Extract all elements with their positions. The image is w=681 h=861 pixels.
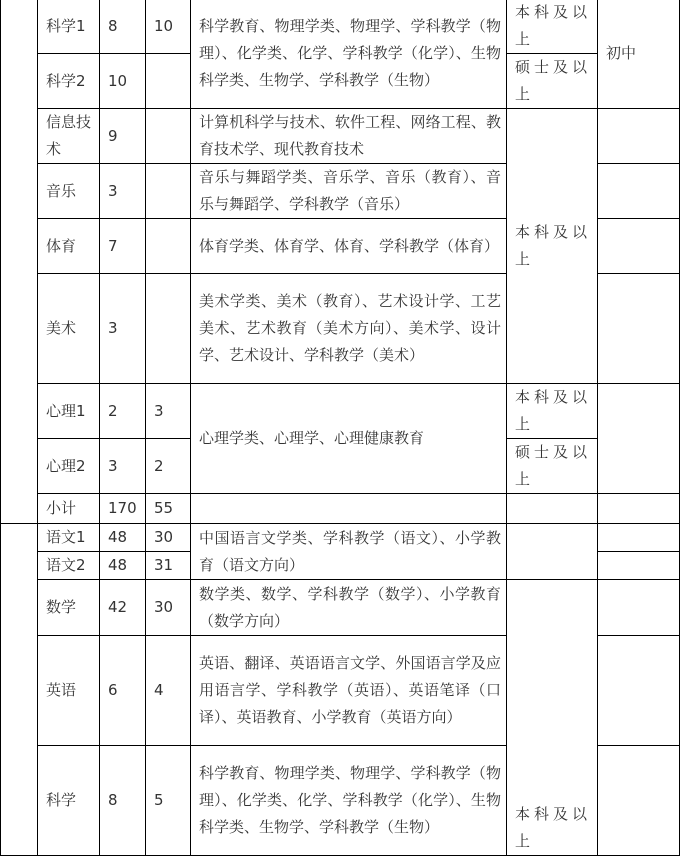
majors-cell: 科学教育、物理学类、物理学、学科教学（物理）、化学类、化学、学科教学（化学）、生物科学类、生物学、学科教学（生物） bbox=[191, 0, 507, 109]
stage-cell bbox=[598, 164, 680, 219]
table-row bbox=[1, 109, 680, 164]
subject-cell: 心理2 bbox=[38, 439, 100, 494]
majors-cell bbox=[191, 494, 507, 524]
count-b-cell bbox=[146, 274, 191, 384]
stage-cell bbox=[598, 494, 680, 524]
count-b-cell bbox=[146, 109, 191, 164]
subject-cell: 语文1 bbox=[38, 524, 100, 552]
subject-cell: 数学 bbox=[38, 580, 100, 636]
subject-cell: 语文2 bbox=[38, 552, 100, 580]
table-row bbox=[1, 524, 680, 552]
subject-cell: 体育 bbox=[38, 219, 100, 274]
degree-cell: 本科及以上 bbox=[507, 109, 598, 384]
count-a-cell: 48 bbox=[100, 524, 146, 552]
stage-cell bbox=[598, 746, 680, 856]
subject-cell: 科学 bbox=[38, 746, 100, 856]
subject-cell: 科学2 bbox=[38, 54, 100, 109]
count-b-cell: 5 bbox=[146, 746, 191, 856]
majors-cell: 英语、翻译、英语语言文学、外国语言学及应用语言学、学科教学（英语）、英语笔译（口译）、英语教育、小学教育（英语方向） bbox=[191, 636, 507, 746]
majors-cell: 体育学类、体育学、体育、学科教学（体育） bbox=[191, 219, 507, 274]
count-a-cell: 3 bbox=[100, 439, 146, 494]
degree-cell bbox=[507, 524, 598, 580]
count-b-cell bbox=[146, 54, 191, 109]
table-row bbox=[1, 0, 680, 54]
majors-cell: 数学类、数学、学科教学（数学）、小学教育（数学方向） bbox=[191, 580, 507, 636]
degree-cell: 本科及以上 bbox=[507, 580, 598, 856]
count-b-cell: 30 bbox=[146, 580, 191, 636]
count-b-cell: 4 bbox=[146, 636, 191, 746]
degree-cell: 本科及以上 bbox=[507, 0, 598, 54]
degree-cell: 硕士及以上 bbox=[507, 54, 598, 109]
count-a-cell: 42 bbox=[100, 580, 146, 636]
subject-cell: 科学1 bbox=[38, 0, 100, 54]
subject-cell: 信息技术 bbox=[38, 109, 100, 164]
count-a-cell: 3 bbox=[100, 274, 146, 384]
stage-cell bbox=[598, 636, 680, 746]
count-b-cell: 2 bbox=[146, 439, 191, 494]
majors-cell: 中国语言文学类、学科教学（语文）、小学教育（语文方向） bbox=[191, 524, 507, 580]
subject-cell: 英语 bbox=[38, 636, 100, 746]
stage-cell bbox=[598, 109, 680, 164]
count-a-cell: 10 bbox=[100, 54, 146, 109]
majors-cell: 美术学类、美术（教育）、艺术设计学、工艺美术、艺术教育（美术方向）、美术学、设计学、艺术设计、学科教学（美术） bbox=[191, 274, 507, 384]
majors-cell: 计算机科学与技术、软件工程、网络工程、教育技术学、现代教育技术 bbox=[191, 109, 507, 164]
majors-cell: 音乐与舞蹈学类、音乐学、音乐（教育）、音乐与舞蹈学、学科教学（音乐） bbox=[191, 164, 507, 219]
count-b-cell bbox=[146, 164, 191, 219]
table-row bbox=[1, 384, 680, 439]
stage-cell bbox=[598, 524, 680, 552]
count-b-cell: 55 bbox=[146, 494, 191, 524]
subject-cell: 小计 bbox=[38, 494, 100, 524]
stage-cell bbox=[598, 274, 680, 384]
stage-cell bbox=[598, 552, 680, 580]
degree-cell bbox=[507, 494, 598, 524]
majors-cell: 心理学类、心理学、心理健康教育 bbox=[191, 384, 507, 494]
count-b-cell: 31 bbox=[146, 552, 191, 580]
table-row bbox=[1, 580, 680, 636]
group-cell bbox=[1, 0, 38, 524]
count-a-cell: 7 bbox=[100, 219, 146, 274]
group-cell bbox=[1, 524, 38, 856]
stage-cell bbox=[598, 219, 680, 274]
count-a-cell: 48 bbox=[100, 552, 146, 580]
majors-cell: 科学教育、物理学类、物理学、学科教学（物理）、化学类、化学、学科教学（化学）、生物科学类、生物学、学科教学（生物） bbox=[191, 746, 507, 856]
count-a-cell: 2 bbox=[100, 384, 146, 439]
count-b-cell bbox=[146, 219, 191, 274]
stage-cell bbox=[598, 384, 680, 494]
table-row bbox=[1, 494, 680, 524]
stage-cell: 初中 bbox=[598, 0, 680, 109]
count-a-cell: 3 bbox=[100, 164, 146, 219]
count-a-cell: 9 bbox=[100, 109, 146, 164]
subject-cell: 美术 bbox=[38, 274, 100, 384]
degree-cell: 本科及以上 bbox=[507, 384, 598, 439]
count-b-cell: 30 bbox=[146, 524, 191, 552]
subject-cell: 心理1 bbox=[38, 384, 100, 439]
count-a-cell: 8 bbox=[100, 0, 146, 54]
subject-cell: 音乐 bbox=[38, 164, 100, 219]
count-a-cell: 6 bbox=[100, 636, 146, 746]
count-b-cell: 10 bbox=[146, 0, 191, 54]
count-a-cell: 170 bbox=[100, 494, 146, 524]
count-b-cell: 3 bbox=[146, 384, 191, 439]
count-a-cell: 8 bbox=[100, 746, 146, 856]
degree-cell: 硕士及以上 bbox=[507, 439, 598, 494]
stage-cell bbox=[598, 580, 680, 636]
